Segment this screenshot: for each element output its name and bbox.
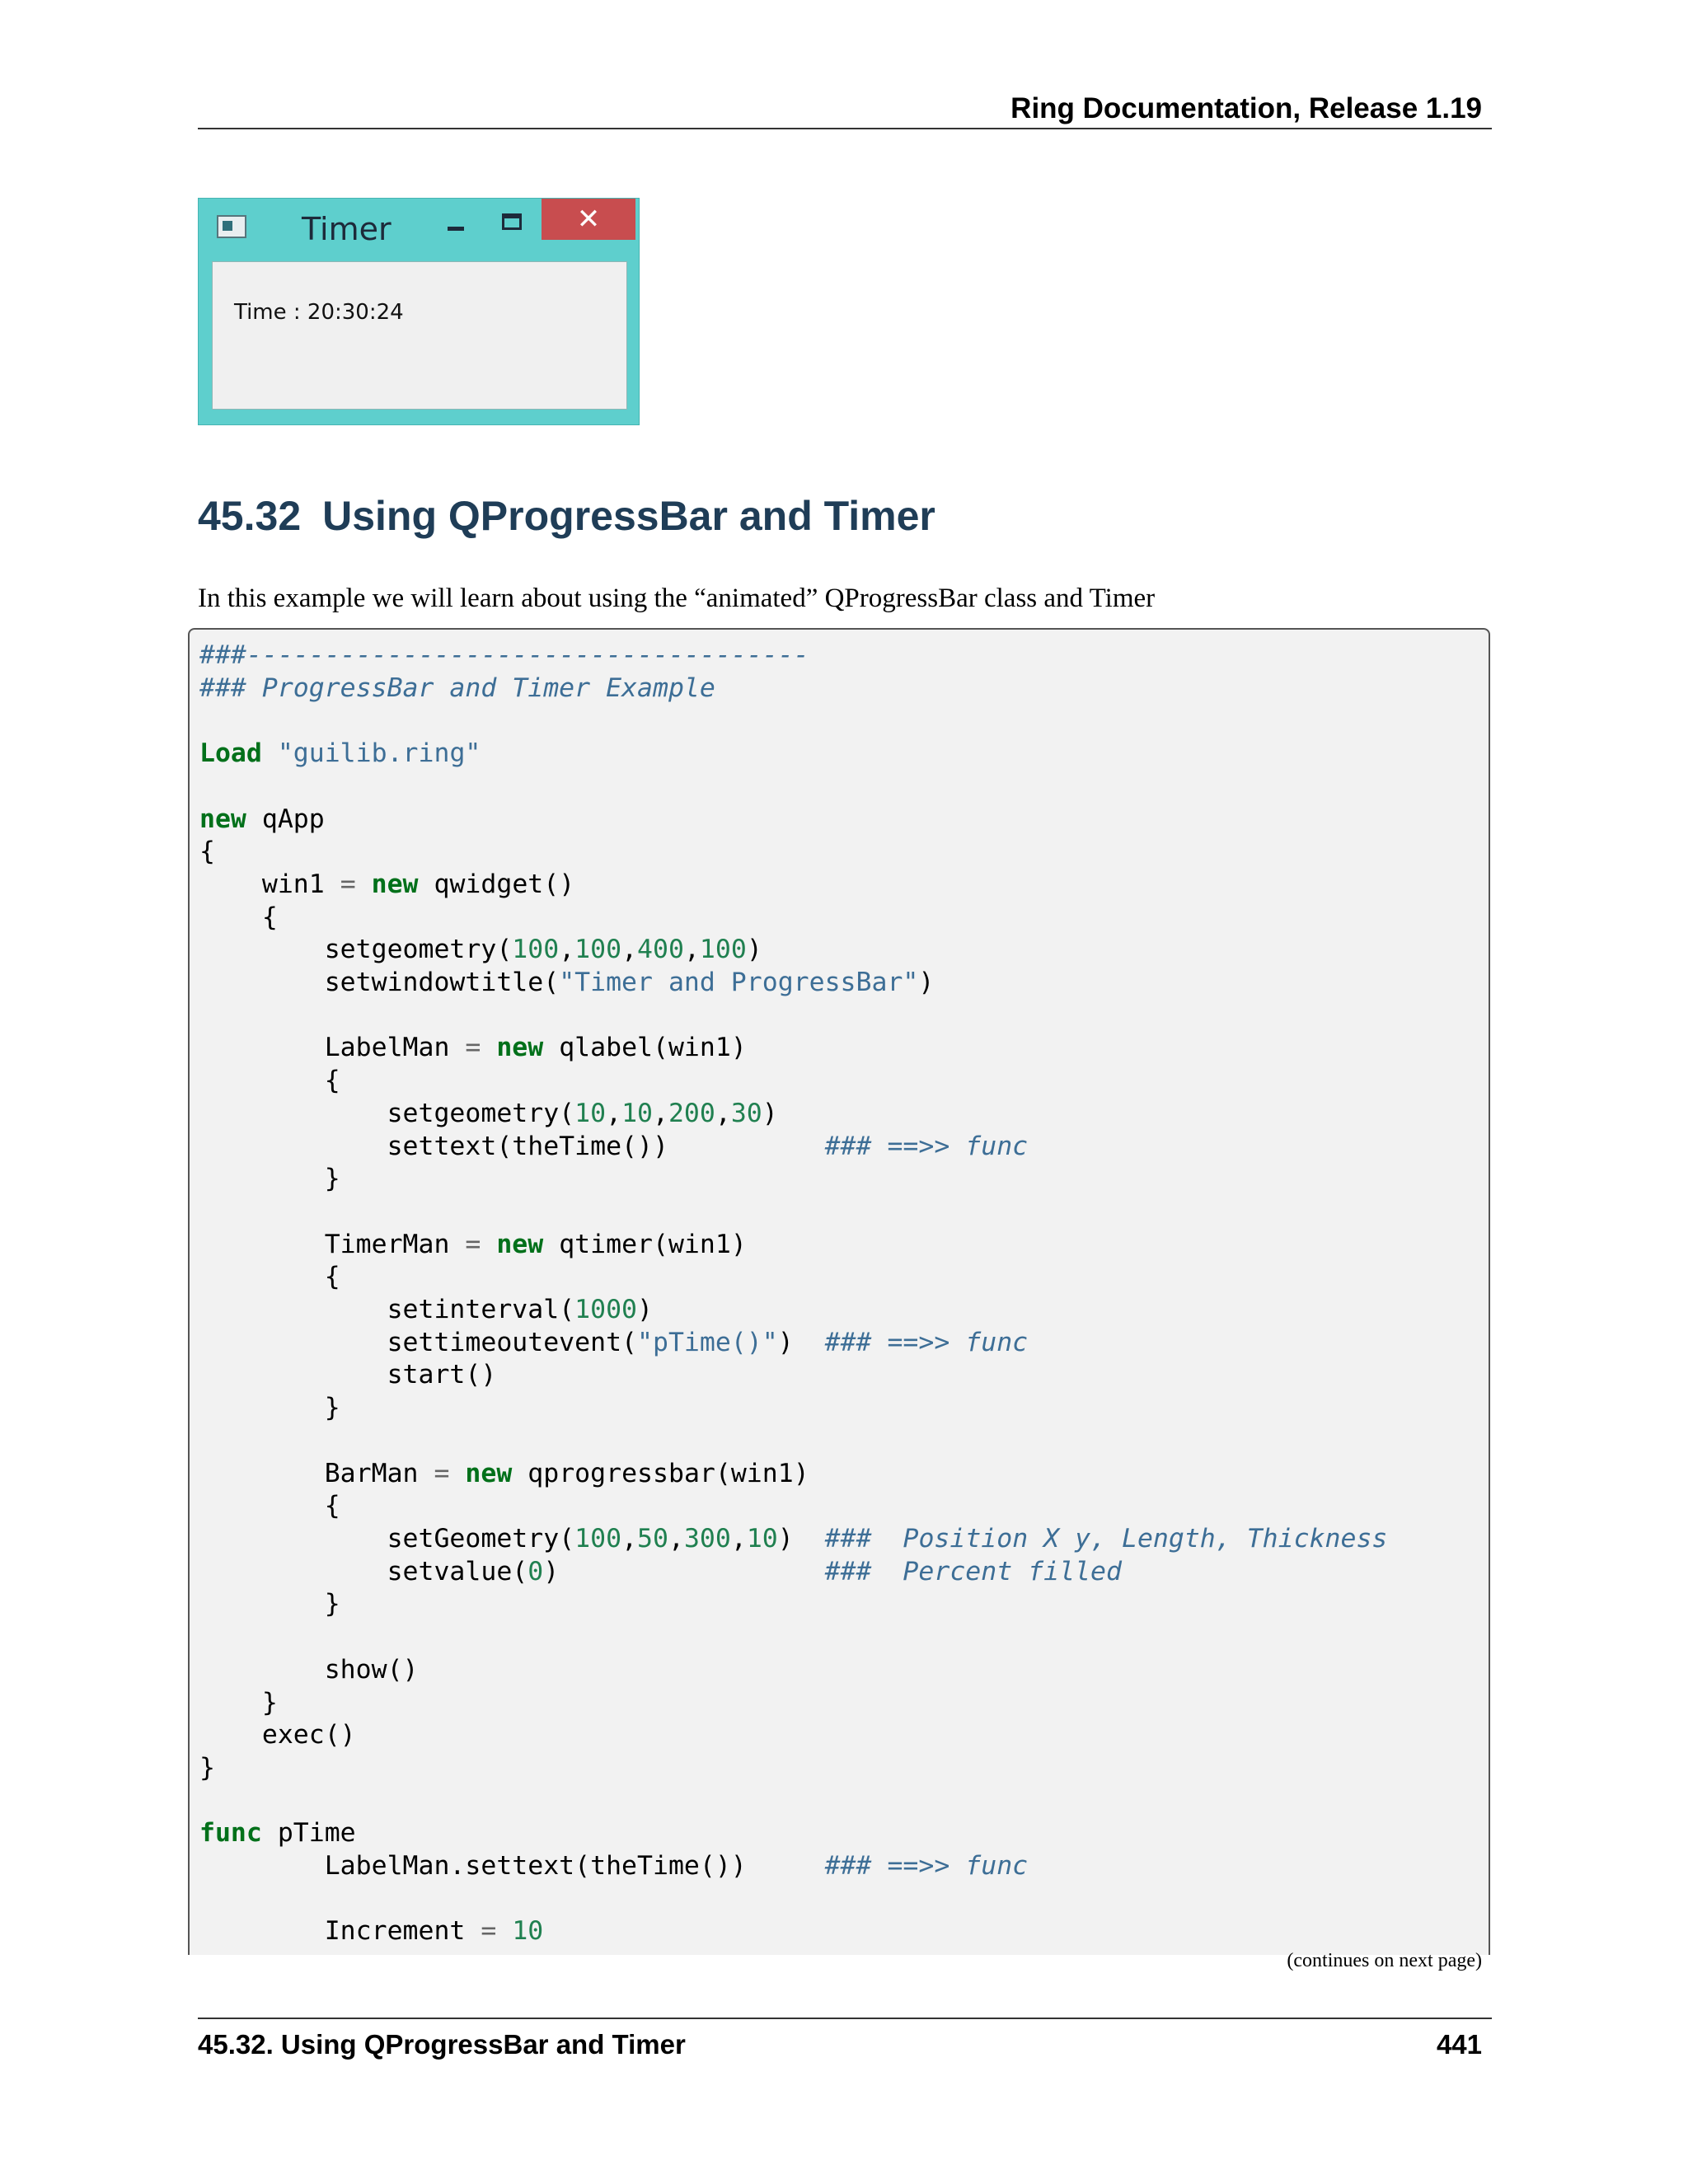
code-token: )	[637, 1295, 653, 1325]
code-line	[199, 1132, 1028, 1161]
code-token: 10	[512, 1916, 544, 1947]
code-token: qprogressbar(win1)	[512, 1458, 809, 1488]
code-token: ,	[621, 1523, 638, 1554]
code-token: qwidget()	[418, 869, 575, 899]
code-token: setinterval(	[199, 1295, 575, 1325]
code-token: =	[465, 1033, 481, 1063]
code-token: 0	[528, 1556, 544, 1586]
code-line	[199, 935, 762, 964]
code-token: new	[465, 1458, 513, 1488]
code-token	[481, 1033, 496, 1062]
code-token: 10	[621, 1098, 653, 1128]
page-number: 441	[1436, 2029, 1482, 2060]
code-token: {	[199, 837, 215, 867]
code-token: {	[199, 902, 278, 932]
code-line	[199, 902, 278, 932]
code-token: LabelMan	[199, 1033, 466, 1063]
code-token: 400	[637, 935, 684, 965]
maximize-icon	[502, 213, 522, 230]
code-token: setgeometry(	[199, 935, 513, 965]
code-token: setgeometry(	[199, 1098, 575, 1128]
minimize-icon	[448, 227, 464, 231]
code-token: {	[199, 1262, 340, 1292]
code-token: 300	[683, 1523, 731, 1554]
time-label: Time : 20:30:24	[234, 300, 404, 325]
code-token	[449, 1459, 465, 1488]
code-token: ### Position X y, Length, Thickness	[824, 1523, 1388, 1554]
code-token: setGeometry(	[199, 1523, 575, 1554]
code-token: 100	[574, 935, 622, 965]
code-token	[356, 869, 372, 899]
code-token: ### ==>> func	[824, 1327, 1029, 1357]
code-token: "guilib.ring"	[277, 738, 481, 769]
code-line	[199, 673, 715, 703]
footer-rule	[198, 2018, 1492, 2019]
code-token: 100	[512, 935, 560, 965]
code-line	[199, 968, 934, 997]
code-token: 10	[746, 1523, 778, 1554]
code-line	[199, 1262, 340, 1291]
code-token: }	[199, 1589, 340, 1619]
code-token: ,	[559, 935, 575, 965]
code-token: }	[199, 1164, 340, 1194]
code-token: settext(theTime())	[199, 1131, 825, 1161]
code-token: =	[340, 869, 356, 899]
code-line	[199, 1557, 1122, 1586]
code-token: new	[371, 869, 419, 899]
window-client-area	[212, 261, 627, 410]
code-token: ### ProgressBar and Timer Example	[199, 673, 715, 703]
code-line	[199, 1524, 1387, 1554]
code-token: Load	[199, 738, 262, 769]
code-listing	[199, 640, 1387, 1948]
code-line	[199, 1164, 340, 1193]
code-token: )	[777, 1327, 825, 1357]
code-token: }	[199, 1687, 278, 1718]
code-token: show()	[199, 1654, 419, 1685]
code-token: new	[496, 1229, 544, 1259]
section-number: 45.32	[198, 493, 302, 539]
code-line	[199, 1916, 543, 1946]
code-token	[262, 738, 278, 768]
code-token: )	[918, 968, 935, 998]
code-token: 100	[699, 935, 747, 965]
code-token: "Timer and ProgressBar"	[559, 968, 919, 998]
code-token: )	[777, 1523, 825, 1554]
code-token: 1000	[574, 1295, 638, 1325]
code-token: start()	[199, 1360, 497, 1390]
code-token	[496, 1916, 512, 1946]
code-line	[199, 1295, 653, 1324]
code-token: =	[481, 1916, 497, 1947]
code-token: }	[199, 1752, 215, 1783]
code-token: Increment	[199, 1916, 481, 1947]
code-token: settimeoutevent(	[199, 1327, 638, 1357]
code-token: )	[543, 1556, 825, 1586]
code-token: =	[434, 1458, 450, 1488]
code-token: =	[465, 1229, 481, 1259]
code-token: qlabel(win1)	[543, 1033, 747, 1063]
code-token: 50	[637, 1523, 668, 1554]
code-line	[199, 804, 325, 834]
code-token: ### ==>> func	[824, 1131, 1029, 1161]
code-token: ###------------------------------------	[199, 640, 809, 670]
code-token: 200	[668, 1098, 715, 1128]
footer-section: 45.32. Using QProgressBar and Timer	[198, 2029, 686, 2060]
code-token: 30	[730, 1098, 762, 1128]
code-line	[199, 640, 809, 670]
code-line	[199, 1033, 747, 1062]
code-line	[199, 1851, 1028, 1881]
code-token: ,	[715, 1098, 731, 1128]
code-line	[199, 1753, 215, 1783]
code-token: new	[199, 804, 246, 834]
code-token: win1	[199, 869, 340, 899]
code-token: qApp	[246, 804, 325, 834]
close-icon: ✕	[542, 199, 635, 240]
code-token: )	[746, 935, 762, 965]
code-token: {	[199, 1491, 340, 1521]
code-token: func	[199, 1818, 262, 1849]
window-app-icon	[217, 215, 246, 238]
code-token: new	[496, 1033, 544, 1063]
code-token: setwindowtitle(	[199, 968, 560, 998]
code-line	[199, 1655, 419, 1685]
code-line	[199, 869, 574, 899]
code-token: "pTime()"	[637, 1327, 778, 1357]
code-line	[199, 1328, 1028, 1357]
code-line	[199, 1066, 340, 1095]
code-token: exec()	[199, 1720, 356, 1750]
code-token	[481, 1230, 496, 1259]
code-token: )	[762, 1098, 778, 1128]
code-token: pTime	[261, 1818, 356, 1849]
code-line	[199, 1459, 809, 1488]
continues-note: (continues on next page)	[1287, 1950, 1482, 1971]
code-token: ,	[683, 935, 700, 965]
section-heading	[198, 491, 935, 541]
code-token: ### Percent filled	[824, 1556, 1122, 1586]
code-line	[199, 1230, 747, 1259]
code-line	[199, 1589, 340, 1619]
code-token: 10	[574, 1098, 607, 1128]
intro-paragraph: In this example we will learn about using the “animated” QProgressBar class and Timer	[198, 583, 1156, 613]
code-line	[199, 1688, 278, 1718]
code-line	[199, 1491, 340, 1521]
section-title-text: Using QProgressBar and Timer	[322, 493, 935, 539]
running-header-title: Ring Documentation, Release 1.19	[1010, 92, 1482, 124]
timer-window-screenshot	[198, 198, 640, 425]
code-token: }	[199, 1393, 340, 1423]
code-line	[199, 837, 215, 866]
code-token: ,	[668, 1523, 684, 1554]
code-line	[199, 1360, 496, 1390]
header-rule	[198, 128, 1492, 129]
code-line	[199, 1393, 340, 1422]
window-title: Timer	[302, 211, 392, 247]
code-token: LabelMan.settext(theTime())	[199, 1851, 825, 1882]
code-token: 100	[574, 1523, 622, 1554]
code-token: setvalue(	[199, 1556, 528, 1586]
code-token: ,	[653, 1098, 668, 1128]
code-line	[199, 1720, 356, 1750]
code-line	[199, 738, 481, 768]
code-token: ### ==>> func	[824, 1851, 1029, 1882]
code-token: ,	[621, 935, 638, 965]
code-token: {	[199, 1066, 340, 1096]
code-token: ,	[606, 1098, 622, 1128]
code-token: TimerMan	[199, 1229, 466, 1259]
code-token: qtimer(win1)	[543, 1229, 747, 1259]
code-block	[188, 628, 1490, 1955]
code-line	[199, 1818, 356, 1848]
code-token: ,	[730, 1523, 747, 1554]
code-token: BarMan	[199, 1458, 434, 1488]
code-line	[199, 1099, 778, 1128]
